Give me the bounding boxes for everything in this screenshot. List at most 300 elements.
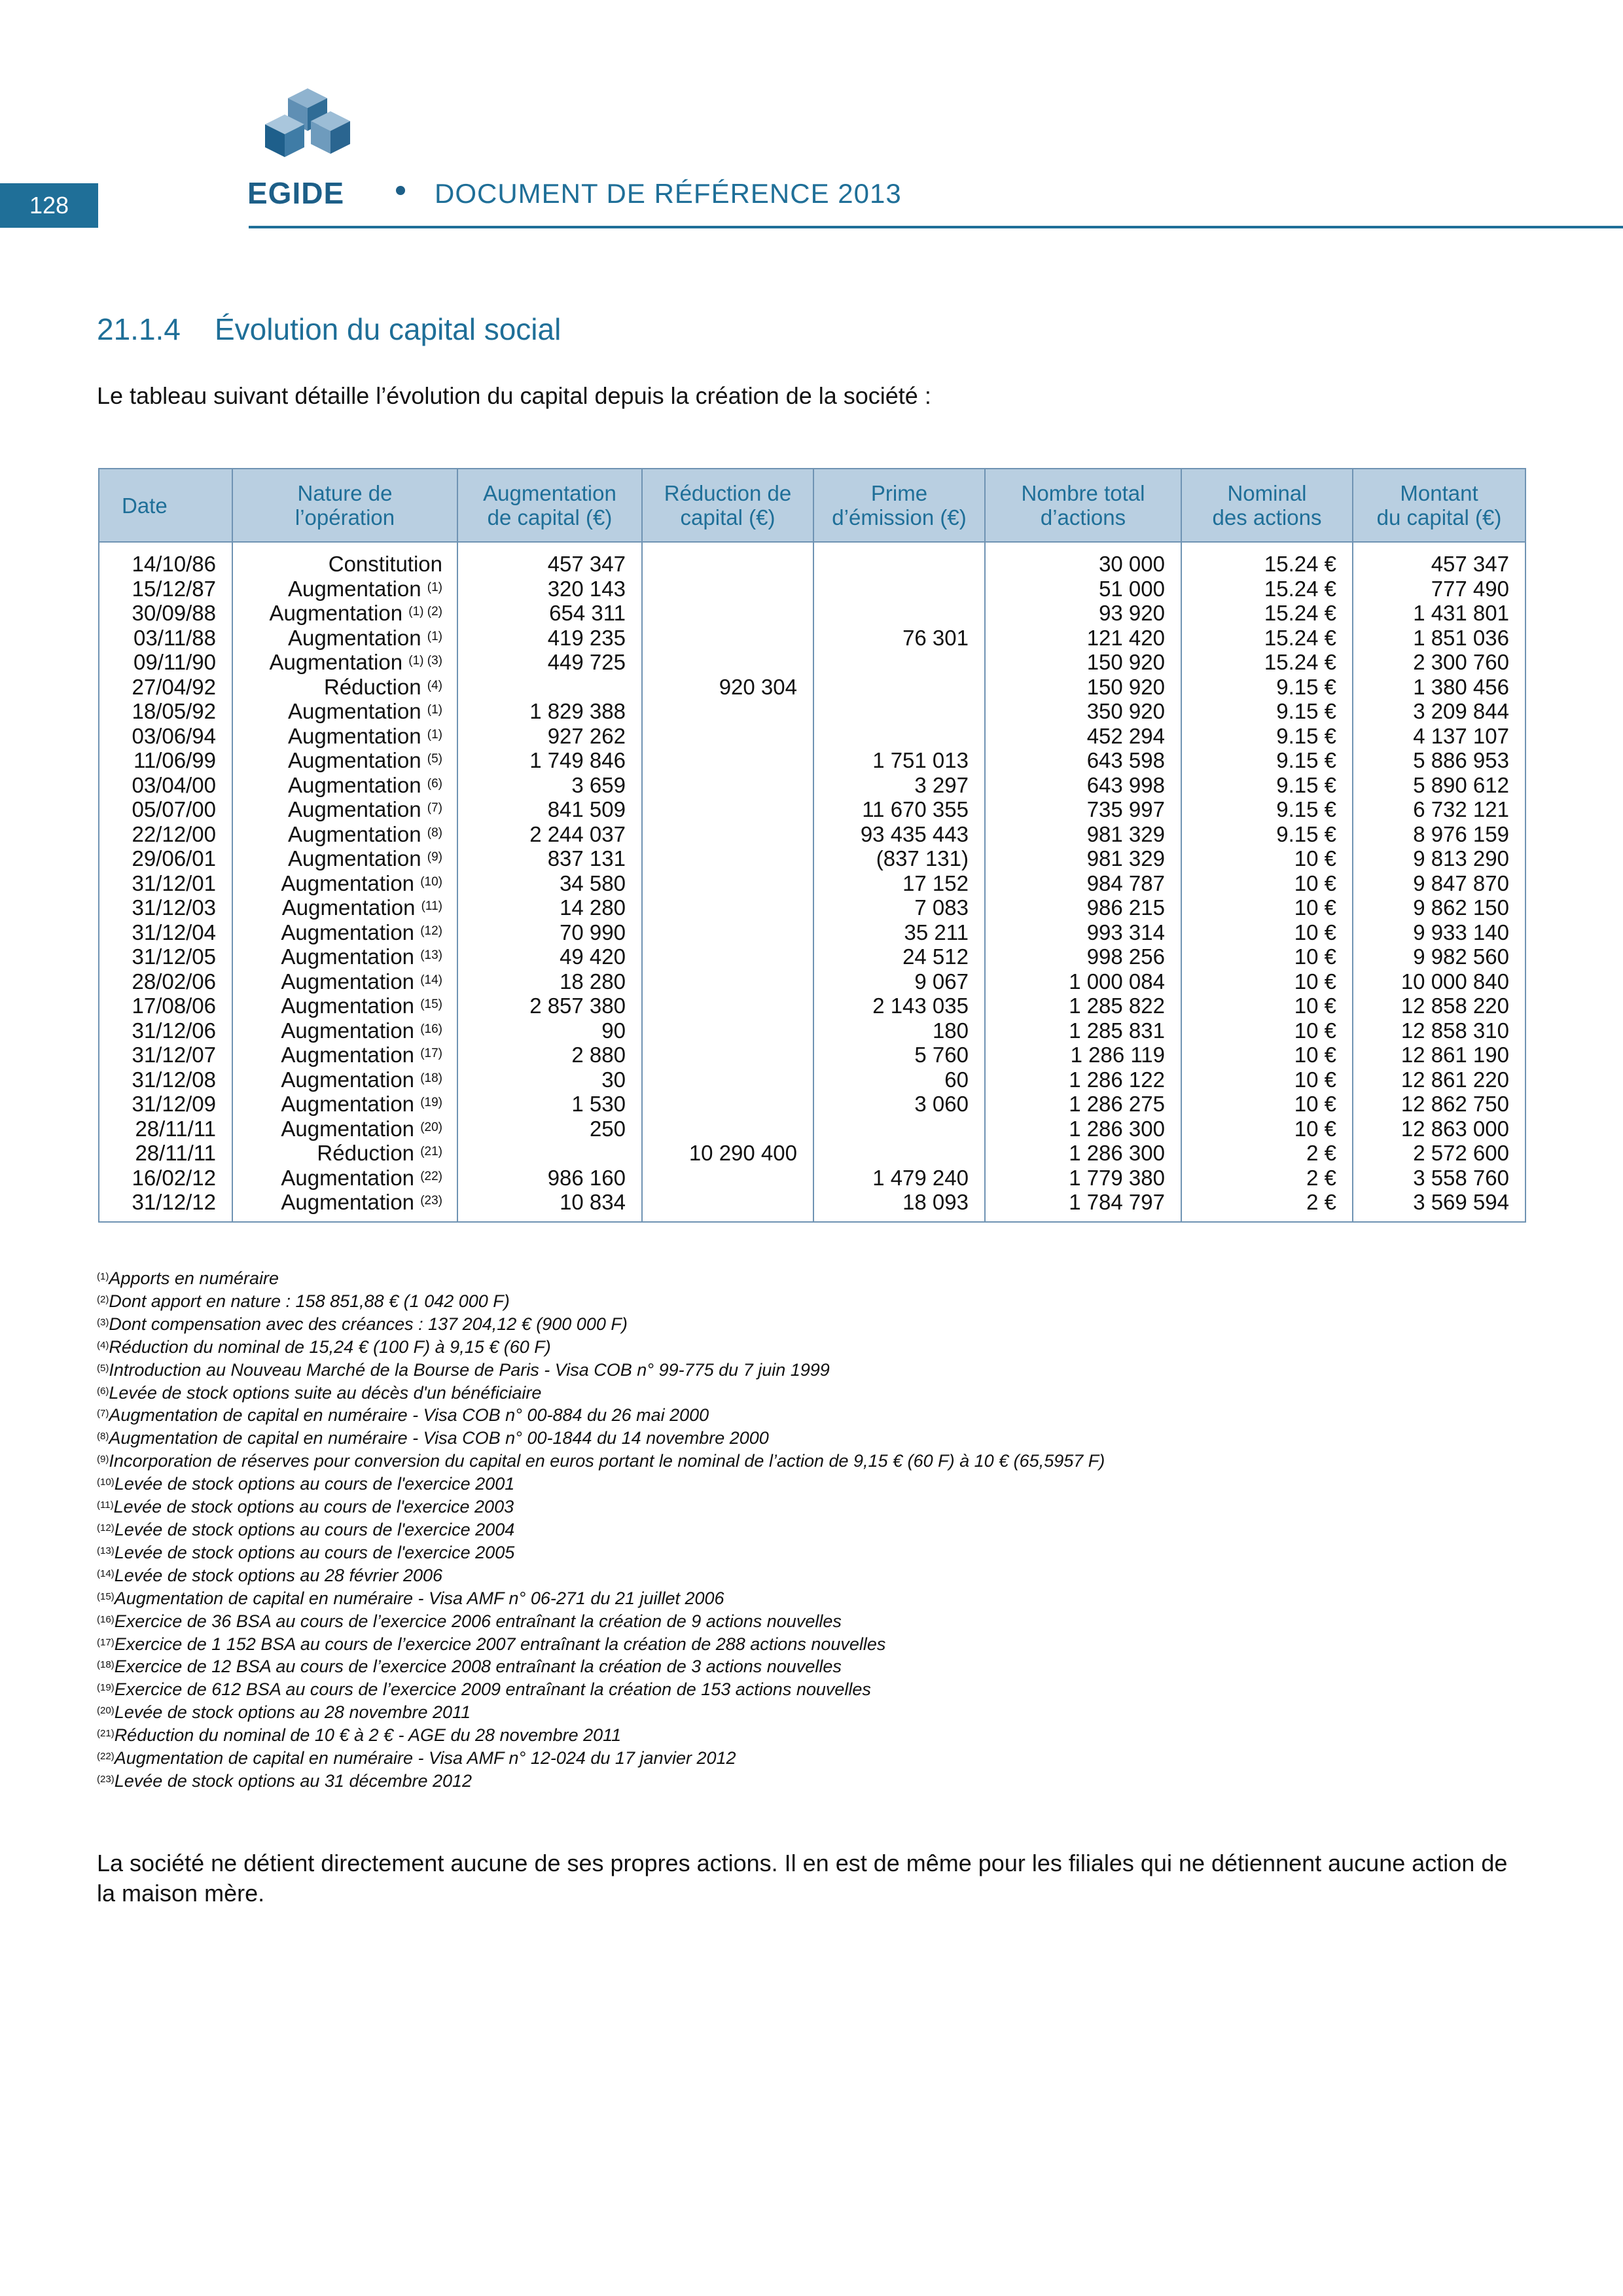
operation-cell: Augmentation $^{(9)}$ [232, 846, 457, 871]
footnote-ref: (11) [421, 899, 442, 913]
footnote-item: $^{(11)}$Levée de stock options au cours de l'exercice 2003 [97, 1497, 514, 1517]
reduction-cell [642, 920, 813, 945]
prime-cell [813, 724, 985, 749]
shares-cell: 93 920 [985, 601, 1181, 626]
nominal-cell: 2 € [1181, 1141, 1353, 1166]
footnote-item: $^{(5)}$Introduction au Nouveau Marché de la Bourse de Paris - Visa COB n° 99-775 du 7 juin 1999 [97, 1359, 830, 1380]
nominal-cell: 10 € [1181, 920, 1353, 945]
augmentation-cell: 90 [457, 1018, 642, 1043]
date-cell: 31/12/01 [99, 871, 232, 896]
footnote-item: $^{(21)}$Réduction du nominal de 10 € à 2 € - AGE du 28 novembre 2011 [97, 1725, 622, 1746]
nominal-cell: 9.15 € [1181, 699, 1353, 724]
prime-cell: 9 067 [813, 969, 985, 994]
nominal-cell: 10 € [1181, 1092, 1353, 1117]
shares-cell: 993 314 [985, 920, 1181, 945]
capital-cell: 9 847 870 [1353, 871, 1525, 896]
capital-cell: 12 863 000 [1353, 1117, 1525, 1141]
augmentation-cell: 1 749 846 [457, 748, 642, 773]
footnote-ref: (14) [420, 973, 442, 987]
prime-cell: 180 [813, 1018, 985, 1043]
capital-cell: 9 933 140 [1353, 920, 1525, 945]
footnote-ref: (23) [420, 1194, 442, 1208]
date-cell: 28/11/11 [99, 1141, 232, 1166]
table-row [99, 1043, 1525, 1067]
nominal-cell: 10 € [1181, 1043, 1353, 1067]
footnote-item: $^{(4)}$Réduction du nominal de 15,24 € (100 F) à 9,15 € (60 F) [97, 1336, 551, 1357]
shares-cell: 998 256 [985, 944, 1181, 969]
capital-cell: 5 886 953 [1353, 748, 1525, 773]
augmentation-cell: 10 834 [457, 1190, 642, 1222]
operation-cell: Augmentation $^{(7)}$ [232, 797, 457, 822]
shares-cell: 30 000 [985, 542, 1181, 577]
reduction-cell [642, 1117, 813, 1141]
capital-cell: 12 858 310 [1353, 1018, 1525, 1043]
augmentation-cell: 986 160 [457, 1166, 642, 1191]
prime-cell: 1 479 240 [813, 1166, 985, 1191]
reduction-cell [642, 1190, 813, 1222]
column-header: Réduction de capital (€) [642, 469, 813, 542]
capital-cell: 2 572 600 [1353, 1141, 1525, 1166]
nominal-cell: 2 € [1181, 1166, 1353, 1191]
footnote-item: $^{(14)}$Levée de stock options au 28 février 2006 [97, 1565, 443, 1585]
shares-cell: 981 329 [985, 846, 1181, 871]
prime-cell: 3 297 [813, 773, 985, 798]
shares-cell: 1 000 084 [985, 969, 1181, 994]
nominal-cell: 9.15 € [1181, 724, 1353, 749]
operation-cell: Augmentation $^{(1)}$ [232, 724, 457, 749]
operation-cell: Augmentation $^{(1)}$ [232, 626, 457, 651]
footnote-item: $^{(23)}$Levée de stock options au 31 décembre 2012 [97, 1770, 473, 1791]
footnote-item: $^{(19)}$Exercice de 612 BSA au cours de l’exercice 2009 entraînant la création de 153 actions nouvelles [97, 1679, 871, 1700]
augmentation-cell [457, 1141, 642, 1166]
reduction-cell [642, 846, 813, 871]
reduction-cell [642, 1018, 813, 1043]
table-row [99, 650, 1525, 675]
capital-evolution-table [98, 468, 1526, 1223]
shares-cell: 1 286 119 [985, 1043, 1181, 1067]
augmentation-cell: 18 280 [457, 969, 642, 994]
footnote-ref: (1) [427, 727, 442, 742]
shares-cell: 735 997 [985, 797, 1181, 822]
prime-cell: 24 512 [813, 944, 985, 969]
table-row [99, 871, 1525, 896]
nominal-cell: 10 € [1181, 1117, 1353, 1141]
footnote-ref: (15) [420, 997, 442, 1011]
augmentation-cell: 419 235 [457, 626, 642, 651]
footnote-ref: (16) [420, 1022, 442, 1036]
prime-cell [813, 675, 985, 700]
reduction-cell [642, 577, 813, 601]
reduction-cell [642, 748, 813, 773]
table-row [99, 773, 1525, 798]
augmentation-cell: 320 143 [457, 577, 642, 601]
shares-cell: 1 285 822 [985, 994, 1181, 1018]
intro-text: Le tableau suivant détaille l’évolution du capital depuis la création de la société : [97, 382, 931, 409]
footnote-item: $^{(22)}$Augmentation de capital en numéraire - Visa AMF n° 12-024 du 17 janvier 2012 [97, 1748, 736, 1768]
section-title: Évolution du capital social [215, 312, 562, 346]
capital-cell: 1 851 036 [1353, 626, 1525, 651]
augmentation-cell: 2 244 037 [457, 822, 642, 847]
section-number: 21.1.4 [97, 312, 181, 346]
augmentation-cell: 1 829 388 [457, 699, 642, 724]
date-cell: 03/11/88 [99, 626, 232, 651]
reduction-cell [642, 797, 813, 822]
shares-cell: 150 920 [985, 650, 1181, 675]
shares-cell: 1 286 275 [985, 1092, 1181, 1117]
nominal-cell: 9.15 € [1181, 748, 1353, 773]
date-cell: 31/12/12 [99, 1190, 232, 1222]
footnote-item: $^{(12)}$Levée de stock options au cours de l'exercice 2004 [97, 1519, 515, 1539]
nominal-cell: 10 € [1181, 871, 1353, 896]
operation-cell: Augmentation $^{(13)}$ [232, 944, 457, 969]
footnote-item: $^{(15)}$Augmentation de capital en numéraire - Visa AMF n° 06-271 du 21 juillet 2006 [97, 1588, 724, 1608]
capital-cell: 9 813 290 [1353, 846, 1525, 871]
operation-cell: Augmentation $^{(1)}$ [232, 699, 457, 724]
footnote-ref: (9) [427, 850, 442, 864]
table-row [99, 577, 1525, 601]
logo-wordmark: EGIDE [247, 176, 345, 210]
reduction-cell [642, 1043, 813, 1067]
footnote-ref: (5) [427, 752, 442, 766]
operation-cell: Augmentation $^{(11)}$ [232, 895, 457, 920]
operation-cell: Augmentation $^{(19)}$ [232, 1092, 457, 1117]
date-cell: 30/09/88 [99, 601, 232, 626]
date-cell: 05/07/00 [99, 797, 232, 822]
reduction-cell [642, 1092, 813, 1117]
operation-cell: Augmentation $^{(8)}$ [232, 822, 457, 847]
date-cell: 27/04/92 [99, 675, 232, 700]
footnote-item: $^{(13)}$Levée de stock options au cours de l'exercice 2005 [97, 1542, 515, 1562]
footnote-item: $^{(2)}$Dont apport en nature : 158 851,88 € (1 042 000 F) [97, 1291, 510, 1311]
footnote-item: $^{(8)}$Augmentation de capital en numéraire - Visa COB n° 00-1844 du 14 novembre 2000 [97, 1428, 769, 1448]
augmentation-cell: 2 880 [457, 1043, 642, 1067]
date-cell: 31/12/05 [99, 944, 232, 969]
table-row [99, 1067, 1525, 1092]
operation-cell: Augmentation $^{(16)}$ [232, 1018, 457, 1043]
capital-cell: 3 209 844 [1353, 699, 1525, 724]
reduction-cell [642, 1067, 813, 1092]
capital-cell: 457 347 [1353, 542, 1525, 577]
prime-cell: (837 131) [813, 846, 985, 871]
prime-cell: 76 301 [813, 626, 985, 651]
table-row [99, 699, 1525, 724]
nominal-cell: 10 € [1181, 895, 1353, 920]
footnote-ref: (7) [427, 801, 442, 815]
table-row [99, 846, 1525, 871]
date-cell: 03/04/00 [99, 773, 232, 798]
column-header: Nominal des actions [1181, 469, 1353, 542]
column-header: Montant du capital (€) [1353, 469, 1525, 542]
operation-cell: Augmentation $^{(10)}$ [232, 871, 457, 896]
reduction-cell [642, 969, 813, 994]
augmentation-cell: 2 857 380 [457, 994, 642, 1018]
nominal-cell: 10 € [1181, 944, 1353, 969]
date-cell: 28/02/06 [99, 969, 232, 994]
reduction-cell [642, 944, 813, 969]
footnote-ref: (1) [427, 629, 442, 643]
prime-cell [813, 699, 985, 724]
footnote-ref: (4) [427, 678, 442, 692]
footnote-item: $^{(16)}$Exercice de 36 BSA au cours de l’exercice 2006 entraînant la création de 9 actions nouvelles [97, 1611, 842, 1631]
date-cell: 09/11/90 [99, 650, 232, 675]
table-row [99, 626, 1525, 651]
prime-cell: 1 751 013 [813, 748, 985, 773]
footnote-item: $^{(17)}$Exercice de 1 152 BSA au cours de l’exercice 2007 entraînant la création de 288 actions nouvelles [97, 1634, 886, 1654]
section-heading [97, 312, 561, 347]
prime-cell [813, 577, 985, 601]
operation-cell: Augmentation $^{(23)}$ [232, 1190, 457, 1222]
shares-cell: 1 286 300 [985, 1117, 1181, 1141]
augmentation-cell: 457 347 [457, 542, 642, 577]
capital-cell: 1 431 801 [1353, 601, 1525, 626]
footnote-ref: (22) [420, 1169, 442, 1183]
capital-cell: 8 976 159 [1353, 822, 1525, 847]
shares-cell: 150 920 [985, 675, 1181, 700]
footnote-ref: (19) [420, 1096, 442, 1109]
augmentation-cell: 30 [457, 1067, 642, 1092]
augmentation-cell: 49 420 [457, 944, 642, 969]
operation-cell: Augmentation $^{(5)}$ [232, 748, 457, 773]
footnote-ref: (13) [420, 948, 442, 962]
shares-cell: 452 294 [985, 724, 1181, 749]
date-cell: 31/12/03 [99, 895, 232, 920]
reduction-cell [642, 895, 813, 920]
date-cell: 14/10/86 [99, 542, 232, 577]
reduction-cell [642, 994, 813, 1018]
operation-cell: Augmentation $^{(22)}$ [232, 1166, 457, 1191]
prime-cell [813, 1117, 985, 1141]
footnote-ref: (1) [427, 703, 442, 717]
prime-cell [813, 650, 985, 675]
augmentation-cell: 654 311 [457, 601, 642, 626]
capital-cell: 12 861 190 [1353, 1043, 1525, 1067]
column-header: Nature de l’opération [232, 469, 457, 542]
capital-cell: 777 490 [1353, 577, 1525, 601]
footnote-item: $^{(9)}$Incorporation de réserves pour conversion du capital en euros portant le nominal de l’action de 9,15 € (60 F) à 10 € (65,5957 F) [97, 1451, 1105, 1471]
footnote-item: $^{(1)}$Apports en numéraire [97, 1268, 279, 1288]
column-header: Prime d’émission (€) [813, 469, 985, 542]
reduction-cell [642, 871, 813, 896]
table-row [99, 1117, 1525, 1141]
reduction-cell [642, 626, 813, 651]
date-cell: 28/11/11 [99, 1117, 232, 1141]
date-cell: 22/12/00 [99, 822, 232, 847]
table-row [99, 1166, 1525, 1191]
prime-cell: 7 083 [813, 895, 985, 920]
table-row [99, 1092, 1525, 1117]
footnote-ref: (20) [420, 1120, 442, 1134]
table-row [99, 944, 1525, 969]
capital-cell: 5 890 612 [1353, 773, 1525, 798]
table-row [99, 724, 1525, 749]
prime-cell: 3 060 [813, 1092, 985, 1117]
closing-paragraph: La société ne détient directement aucune de ses propres actions. Il en est de même pour les filiales qui ne détiennent aucune action de la maison mère. [97, 1850, 1508, 1907]
operation-cell: Augmentation $^{(18)}$ [232, 1067, 457, 1092]
table-row [99, 1018, 1525, 1043]
shares-cell: 51 000 [985, 577, 1181, 601]
shares-cell: 984 787 [985, 871, 1181, 896]
operation-cell: Réduction $^{(21)}$ [232, 1141, 457, 1166]
footnote-item: $^{(10)}$Levée de stock options au cours de l'exercice 2001 [97, 1474, 515, 1494]
column-header: Nombre total d’actions [985, 469, 1181, 542]
date-cell: 31/12/07 [99, 1043, 232, 1067]
nominal-cell: 10 € [1181, 994, 1353, 1018]
footnote-ref: (1) [427, 580, 442, 594]
capital-cell: 12 861 220 [1353, 1067, 1525, 1092]
nominal-cell: 15.24 € [1181, 626, 1353, 651]
augmentation-cell: 3 659 [457, 773, 642, 798]
footnote-ref: (1) (2) [408, 605, 442, 619]
operation-cell: Augmentation $^{(12)}$ [232, 920, 457, 945]
augmentation-cell: 927 262 [457, 724, 642, 749]
date-cell: 16/02/12 [99, 1166, 232, 1191]
operation-cell: Augmentation $^{(1) (2)}$ [232, 601, 457, 626]
footnote-ref: (21) [420, 1145, 442, 1158]
operation-cell: Augmentation $^{(14)}$ [232, 969, 457, 994]
table-row [99, 601, 1525, 626]
reduction-cell [642, 650, 813, 675]
reduction-cell: 10 290 400 [642, 1141, 813, 1166]
document-title: DOCUMENT DE RÉFÉRENCE 2013 [435, 178, 902, 209]
augmentation-cell: 34 580 [457, 871, 642, 896]
table-row [99, 1190, 1525, 1222]
footnote-ref: (6) [427, 776, 442, 791]
footnote-ref: (1) (3) [408, 654, 442, 668]
reduction-cell [642, 699, 813, 724]
prime-cell [813, 1141, 985, 1166]
prime-cell: 18 093 [813, 1190, 985, 1222]
nominal-cell: 9.15 € [1181, 773, 1353, 798]
footnote-item: $^{(7)}$Augmentation de capital en numéraire - Visa COB n° 00-884 du 26 mai 2000 [97, 1405, 709, 1426]
shares-cell: 121 420 [985, 626, 1181, 651]
nominal-cell: 10 € [1181, 1067, 1353, 1092]
reduction-cell: 920 304 [642, 675, 813, 700]
augmentation-cell: 837 131 [457, 846, 642, 871]
nominal-cell: 9.15 € [1181, 822, 1353, 847]
nominal-cell: 15.24 € [1181, 542, 1353, 577]
nominal-cell: 10 € [1181, 1018, 1353, 1043]
table-row [99, 969, 1525, 994]
header-rule [249, 226, 1623, 228]
table-row [99, 994, 1525, 1018]
operation-cell: Augmentation $^{(1)}$ [232, 577, 457, 601]
nominal-cell: 15.24 € [1181, 577, 1353, 601]
date-cell: 11/06/99 [99, 748, 232, 773]
footnote-item: $^{(20)}$Levée de stock options au 28 novembre 2011 [97, 1702, 471, 1723]
date-cell: 17/08/06 [99, 994, 232, 1018]
nominal-cell: 2 € [1181, 1190, 1353, 1222]
reduction-cell [642, 724, 813, 749]
nominal-cell: 15.24 € [1181, 650, 1353, 675]
capital-cell: 9 862 150 [1353, 895, 1525, 920]
footnote-ref: (17) [420, 1047, 442, 1060]
table-row [99, 822, 1525, 847]
column-header: Date [99, 469, 232, 542]
footnote-ref: (12) [420, 924, 442, 938]
column-header: Augmentation de capital (€) [457, 469, 642, 542]
table-row [99, 920, 1525, 945]
table-row [99, 895, 1525, 920]
augmentation-cell: 1 530 [457, 1092, 642, 1117]
table-row [99, 797, 1525, 822]
reduction-cell [642, 773, 813, 798]
operation-cell: Augmentation $^{(6)}$ [232, 773, 457, 798]
shares-cell: 350 920 [985, 699, 1181, 724]
capital-cell: 2 300 760 [1353, 650, 1525, 675]
augmentation-cell: 841 509 [457, 797, 642, 822]
shares-cell: 1 285 831 [985, 1018, 1181, 1043]
date-cell: 29/06/01 [99, 846, 232, 871]
capital-cell: 6 732 121 [1353, 797, 1525, 822]
date-cell: 31/12/04 [99, 920, 232, 945]
table-header-row [99, 469, 1525, 542]
footnote-ref: (18) [420, 1071, 442, 1085]
table-row [99, 675, 1525, 700]
operation-cell: Augmentation $^{(17)}$ [232, 1043, 457, 1067]
prime-cell [813, 542, 985, 577]
operation-cell: Constitution [232, 542, 457, 577]
date-cell: 03/06/94 [99, 724, 232, 749]
capital-cell: 12 858 220 [1353, 994, 1525, 1018]
table-row [99, 542, 1525, 577]
table-row [99, 1141, 1525, 1166]
nominal-cell: 15.24 € [1181, 601, 1353, 626]
reduction-cell [642, 1166, 813, 1191]
capital-cell: 9 982 560 [1353, 944, 1525, 969]
shares-cell: 1 784 797 [985, 1190, 1181, 1222]
augmentation-cell: 14 280 [457, 895, 642, 920]
prime-cell: 93 435 443 [813, 822, 985, 847]
page-number: 128 [0, 183, 98, 228]
date-cell: 18/05/92 [99, 699, 232, 724]
prime-cell: 35 211 [813, 920, 985, 945]
shares-cell: 986 215 [985, 895, 1181, 920]
header-bullet [396, 186, 405, 195]
prime-cell: 11 670 355 [813, 797, 985, 822]
date-cell: 31/12/06 [99, 1018, 232, 1043]
reduction-cell [642, 822, 813, 847]
capital-cell: 12 862 750 [1353, 1092, 1525, 1117]
date-cell: 15/12/87 [99, 577, 232, 601]
prime-cell: 5 760 [813, 1043, 985, 1067]
shares-cell: 981 329 [985, 822, 1181, 847]
table-row [99, 748, 1525, 773]
prime-cell: 2 143 035 [813, 994, 985, 1018]
augmentation-cell: 449 725 [457, 650, 642, 675]
date-cell: 31/12/08 [99, 1067, 232, 1092]
prime-cell [813, 601, 985, 626]
reduction-cell [642, 542, 813, 577]
shares-cell: 643 598 [985, 748, 1181, 773]
augmentation-cell: 250 [457, 1117, 642, 1141]
operation-cell: Augmentation $^{(1) (3)}$ [232, 650, 457, 675]
nominal-cell: 9.15 € [1181, 675, 1353, 700]
shares-cell: 1 286 300 [985, 1141, 1181, 1166]
date-cell: 31/12/09 [99, 1092, 232, 1117]
footnote-item: $^{(18)}$Exercice de 12 BSA au cours de l’exercice 2008 entraînant la création de 3 actions nouvelles [97, 1657, 842, 1677]
footnotes [97, 1267, 1105, 1793]
prime-cell: 60 [813, 1067, 985, 1092]
shares-cell: 1 779 380 [985, 1166, 1181, 1191]
shares-cell: 1 286 122 [985, 1067, 1181, 1092]
capital-cell: 3 558 760 [1353, 1166, 1525, 1191]
capital-cell: 10 000 840 [1353, 969, 1525, 994]
operation-cell: Augmentation $^{(15)}$ [232, 994, 457, 1018]
prime-cell: 17 152 [813, 871, 985, 896]
footnote-ref: (10) [420, 874, 442, 889]
augmentation-cell: 70 990 [457, 920, 642, 945]
footnote-ref: (8) [427, 825, 442, 840]
